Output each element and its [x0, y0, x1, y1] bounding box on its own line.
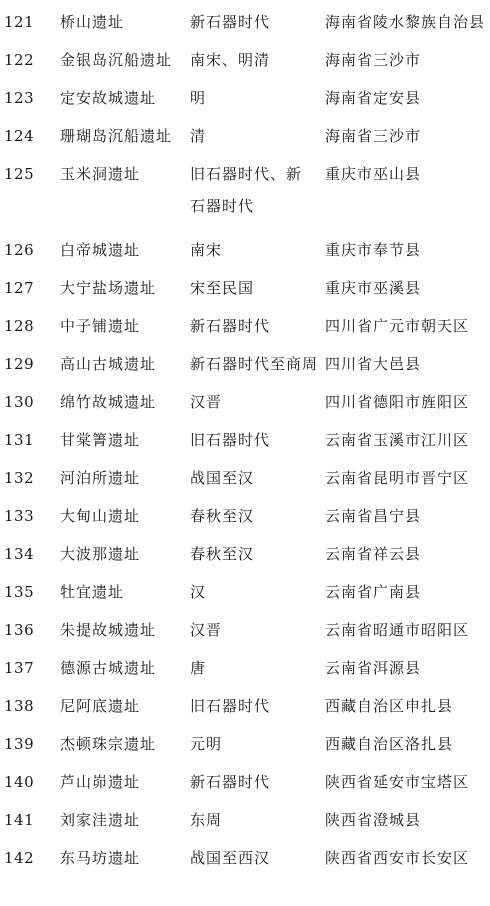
site-location: 四川省德阳市旌阳区 [325, 393, 470, 411]
row-number: 129 [4, 355, 35, 373]
row-number: 133 [4, 507, 35, 525]
site-era: 战国至汉 [190, 469, 255, 487]
site-location: 海南省三沙市 [325, 51, 422, 69]
site-era: 新石器时代 [190, 773, 271, 791]
site-name: 东马坊遗址 [60, 849, 141, 867]
site-name: 朱提故城遗址 [60, 621, 157, 639]
site-era: 旧石器时代、新 [190, 165, 303, 183]
site-name: 甘棠箐遗址 [60, 431, 141, 449]
site-name: 大宁盐场遗址 [60, 279, 157, 297]
site-name: 玉米洞遗址 [60, 165, 141, 183]
site-location: 西藏自治区申扎县 [325, 697, 454, 715]
site-location: 重庆市巫山县 [325, 165, 422, 183]
site-era: 汉晋 [190, 621, 223, 639]
site-era-continued: 石器时代 [190, 197, 255, 215]
site-location: 云南省洱源县 [325, 659, 422, 677]
row-number: 132 [4, 469, 35, 487]
site-era: 新石器时代至商周 [190, 355, 319, 373]
row-number: 128 [4, 317, 35, 335]
site-name: 杰顿珠宗遗址 [60, 735, 157, 753]
site-era: 元明 [190, 735, 223, 753]
site-era: 战国至西汉 [190, 849, 271, 867]
site-location: 云南省昌宁县 [325, 507, 422, 525]
site-name: 尼阿底遗址 [60, 697, 141, 715]
row-number: 137 [4, 659, 35, 677]
row-number: 134 [4, 545, 35, 563]
site-name: 珊瑚岛沉船遗址 [60, 127, 173, 145]
row-number: 135 [4, 583, 35, 601]
site-era: 新石器时代 [190, 13, 271, 31]
row-number: 140 [4, 773, 35, 791]
site-location: 云南省昭通市昭阳区 [325, 621, 470, 639]
site-era: 宋至民国 [190, 279, 255, 297]
row-number: 122 [4, 51, 35, 69]
row-number: 130 [4, 393, 35, 411]
site-era: 春秋至汉 [190, 545, 255, 563]
site-name: 金银岛沉船遗址 [60, 51, 173, 69]
site-location: 云南省昆明市晋宁区 [325, 469, 470, 487]
row-number: 141 [4, 811, 35, 829]
site-location: 海南省定安县 [325, 89, 422, 107]
site-name: 芦山峁遗址 [60, 773, 141, 791]
site-location: 西藏自治区洛扎县 [325, 735, 454, 753]
site-location: 云南省祥云县 [325, 545, 422, 563]
site-location: 陕西省澄城县 [325, 811, 422, 829]
row-number: 127 [4, 279, 35, 297]
site-location: 四川省广元市朝天区 [325, 317, 470, 335]
site-era: 明 [190, 89, 207, 107]
site-name: 白帝城遗址 [60, 241, 141, 259]
row-number: 124 [4, 127, 35, 145]
site-era: 南宋、明清 [190, 51, 271, 69]
site-location: 陕西省西安市长安区 [325, 849, 470, 867]
site-era: 汉 [190, 583, 207, 601]
row-number: 142 [4, 849, 35, 867]
site-name: 刘家洼遗址 [60, 811, 141, 829]
site-name: 绵竹故城遗址 [60, 393, 157, 411]
row-number: 125 [4, 165, 35, 183]
site-era: 汉晋 [190, 393, 223, 411]
site-era: 新石器时代 [190, 317, 271, 335]
row-number: 138 [4, 697, 35, 715]
site-location: 四川省大邑县 [325, 355, 422, 373]
site-location: 云南省广南县 [325, 583, 422, 601]
row-number: 123 [4, 89, 35, 107]
site-name: 定安故城遗址 [60, 89, 157, 107]
site-name: 高山古城遗址 [60, 355, 157, 373]
site-location: 重庆市巫溪县 [325, 279, 422, 297]
site-name: 大甸山遗址 [60, 507, 141, 525]
site-name: 河泊所遗址 [60, 469, 141, 487]
site-location: 陕西省延安市宝塔区 [325, 773, 470, 791]
site-name: 大波那遗址 [60, 545, 141, 563]
site-location: 云南省玉溪市江川区 [325, 431, 470, 449]
site-era: 东周 [190, 811, 223, 829]
site-name: 牡宜遗址 [60, 583, 125, 601]
site-era: 清 [190, 127, 207, 145]
row-number: 131 [4, 431, 35, 449]
site-name: 中子铺遗址 [60, 317, 141, 335]
site-location: 重庆市奉节县 [325, 241, 422, 259]
site-name: 桥山遗址 [60, 13, 125, 31]
row-number: 126 [4, 241, 35, 259]
row-number: 136 [4, 621, 35, 639]
site-location: 海南省三沙市 [325, 127, 422, 145]
row-number: 121 [4, 13, 35, 31]
site-era: 旧石器时代 [190, 697, 271, 715]
site-name: 德源古城遗址 [60, 659, 157, 677]
site-era: 旧石器时代 [190, 431, 271, 449]
site-location: 海南省陵水黎族自治县 [325, 13, 486, 31]
site-era: 唐 [190, 659, 207, 677]
site-era: 春秋至汉 [190, 507, 255, 525]
site-era: 南宋 [190, 241, 223, 259]
row-number: 139 [4, 735, 35, 753]
